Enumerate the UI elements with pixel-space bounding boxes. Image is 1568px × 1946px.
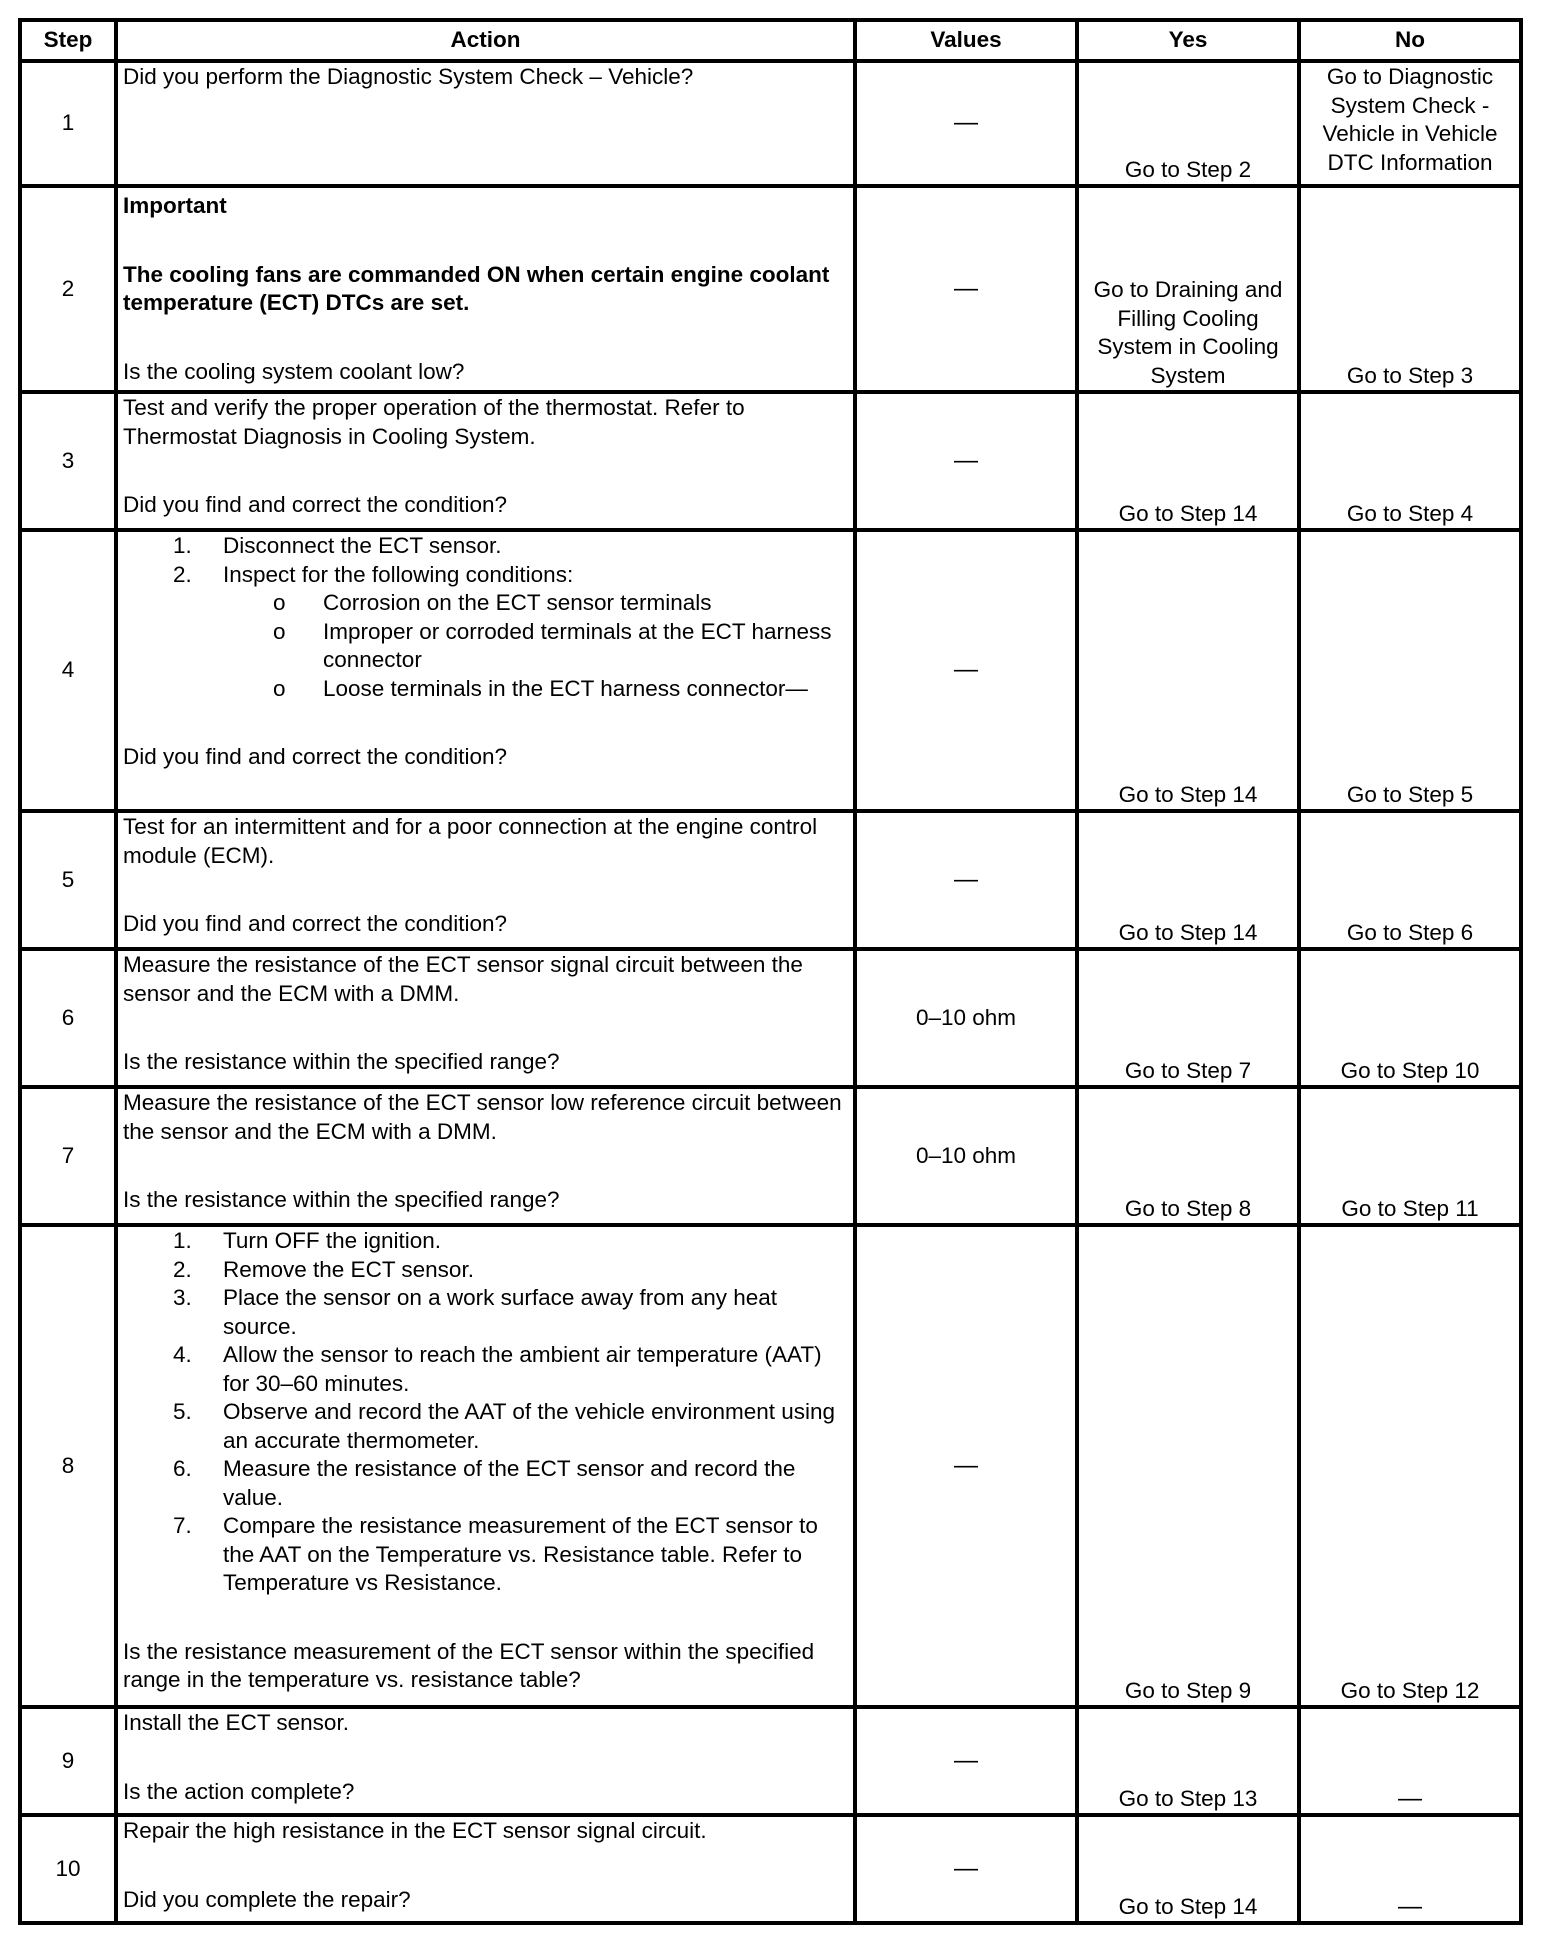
value-cell: —: [855, 392, 1077, 530]
list-item: 3. Place the sensor on a work surface away from any heat source.: [173, 1285, 778, 1339]
sub-list: [223, 589, 848, 703]
header-yes: Yes: [1077, 20, 1299, 61]
action-question: Did you complete the repair?: [123, 1886, 411, 1912]
step-number: 4: [20, 530, 116, 811]
action-cell: [116, 392, 855, 530]
step-number: 1: [20, 61, 116, 186]
table-row-step-3: [20, 392, 1521, 530]
header-action: Action: [116, 20, 855, 61]
list-item: 2. Remove the ECT sensor.: [173, 1256, 474, 1282]
action-cell: [116, 61, 855, 186]
diagnostic-table: [18, 18, 1523, 1925]
action-cell: [116, 1087, 855, 1225]
action-question: Did you find and correct the condition?: [123, 911, 507, 936]
action-cell: [116, 1707, 855, 1815]
no-cell: Go to Step 10: [1299, 949, 1521, 1087]
list-item-text: Observe and record the AAT of the vehicle environment using an accurate thermometer.: [223, 1399, 836, 1453]
list-item: 2. Inspect for the following conditions: o Corrosion on the ECT sensor terminals o Improper or corroded terminals at the ECT harness connector o Loose terminals in the ECT harness connector—: [123, 561, 848, 704]
header-no: No: [1299, 20, 1521, 61]
no-cell: Go to Step 12: [1299, 1225, 1521, 1707]
sub-list-item-text: Corrosion on the ECT sensor terminals: [323, 590, 712, 615]
step-number: 6: [20, 949, 116, 1087]
list-item-text: Disconnect the ECT sensor.: [223, 533, 502, 558]
list-item-text: Remove the ECT sensor.: [223, 1256, 474, 1282]
table-row-step-1: [20, 61, 1521, 186]
value-cell: —: [855, 1815, 1077, 1923]
no-cell: Go to Diagnostic System Check - Vehicle in Vehicle DTC Information: [1299, 61, 1521, 186]
value-cell: —: [855, 811, 1077, 949]
step-number: 10: [20, 1815, 116, 1923]
no-cell: —: [1299, 1815, 1521, 1923]
action-text: Measure the resistance of the ECT sensor low reference circuit between the sensor and the ECM with a DMM.: [123, 1090, 848, 1144]
sub-list-item-text: Loose terminals in the ECT harness connector—: [323, 675, 808, 701]
list-item-text: Compare the resistance measurement of the ECT sensor to the AAT on the Temperature vs. Resistance table. Refer to Temperature vs Resistance.: [223, 1513, 818, 1595]
value-cell: —: [855, 61, 1077, 186]
action-cell: [116, 1815, 855, 1923]
action-cell: [116, 186, 855, 392]
no-cell: Go to Step 5: [1299, 530, 1521, 811]
yes-cell: Go to Step 2: [1077, 61, 1299, 186]
yes-cell: Go to Step 14: [1077, 811, 1299, 949]
action-cell: [116, 949, 855, 1087]
yes-cell: Go to Step 9: [1077, 1225, 1299, 1707]
action-text: Repair the high resistance in the ECT sensor signal circuit.: [123, 1818, 707, 1843]
table-row-step-10: [20, 1815, 1521, 1923]
table-row-step-7: [20, 1087, 1521, 1225]
list-item: 1. Disconnect the ECT sensor.: [173, 533, 502, 558]
value-cell: 0–10 ohm: [855, 1087, 1077, 1225]
list-item-text: Allow the sensor to reach the ambient air temperature (AAT) for 30–60 minutes.: [223, 1342, 822, 1396]
list-item: 7. Compare the resistance measurement of the ECT sensor to the AAT on the Temperature vs. Resistance table. Refer to Temperature vs Resistance.: [173, 1513, 818, 1595]
step-list: [123, 532, 848, 703]
no-cell: —: [1299, 1707, 1521, 1815]
action-question: Is the resistance within the specified range?: [123, 1187, 560, 1212]
bullet-icon: o: [273, 675, 286, 701]
action-question: Is the resistance measurement of the ECT sensor within the specified range in the temperature vs. resistance table?: [123, 1638, 821, 1692]
table-row-step-8: [20, 1225, 1521, 1707]
yes-cell: Go to Step 14: [1077, 392, 1299, 530]
table-row-step-6: [20, 949, 1521, 1087]
table-row-step-9: [20, 1707, 1521, 1815]
value-cell: —: [855, 1225, 1077, 1707]
value-cell: —: [855, 530, 1077, 811]
action-text: Install the ECT sensor.: [123, 1710, 349, 1735]
value-cell: 0–10 ohm: [855, 949, 1077, 1087]
action-cell: [116, 811, 855, 949]
value-cell: —: [855, 186, 1077, 392]
list-item: 1. Turn OFF the ignition.: [173, 1228, 442, 1253]
yes-cell: Go to Step 13: [1077, 1707, 1299, 1815]
step-number: 2: [20, 186, 116, 392]
step-list: [123, 1227, 848, 1598]
step-number: 5: [20, 811, 116, 949]
important-note: The cooling fans are commanded ON when certain engine coolant temperature (ECT) DTCs are set.: [123, 261, 836, 315]
action-cell: [116, 1225, 855, 1707]
table-row-step-2: [20, 186, 1521, 392]
yes-cell: Go to Step 14: [1077, 1815, 1299, 1923]
action-question: Is the cooling system coolant low?: [123, 358, 465, 384]
list-item: 4. Allow the sensor to reach the ambient air temperature (AAT) for 30–60 minutes.: [173, 1342, 822, 1396]
table-row-step-5: [20, 811, 1521, 949]
action-question: Is the action complete?: [123, 1778, 355, 1804]
sub-list-item: [223, 618, 848, 675]
action-text: Test for an intermittent and for a poor connection at the engine control module (ECM).: [123, 814, 824, 868]
no-cell: Go to Step 6: [1299, 811, 1521, 949]
sub-list-item: [223, 589, 848, 618]
action-cell: [116, 530, 855, 811]
sub-list-item-text: Improper or corroded terminals at the ECT harness connector: [323, 618, 832, 672]
yes-cell: Go to Draining and Filling Cooling System in Cooling System: [1077, 186, 1299, 392]
bullet-icon: o: [273, 590, 286, 615]
step-number: 8: [20, 1225, 116, 1707]
action-text: Test and verify the proper operation of the thermostat. Refer to Thermostat Diagnosis in Cooling System.: [123, 395, 751, 449]
step-number: 9: [20, 1707, 116, 1815]
no-cell: Go to Step 3: [1299, 186, 1521, 392]
yes-cell: Go to Step 7: [1077, 949, 1299, 1087]
list-item: 5. Observe and record the AAT of the vehicle environment using an accurate thermometer.: [173, 1399, 836, 1453]
action-question: Is the resistance within the specified range?: [123, 1049, 560, 1074]
bullet-icon: o: [273, 618, 286, 644]
list-item: 6. Measure the resistance of the ECT sensor and record the value.: [173, 1456, 796, 1510]
action-text: Measure the resistance of the ECT sensor signal circuit between the sensor and the ECM with a DMM.: [123, 952, 810, 1006]
list-item-text: Place the sensor on a work surface away from any heat source.: [223, 1285, 778, 1339]
yes-cell: Go to Step 8: [1077, 1087, 1299, 1225]
step-number: 3: [20, 392, 116, 530]
yes-cell: Go to Step 14: [1077, 530, 1299, 811]
list-item-text: Inspect for the following conditions:: [223, 561, 574, 587]
action-question: Did you find and correct the condition?: [123, 744, 507, 769]
sub-list-item: [223, 675, 848, 704]
action-question: Did you perform the Diagnostic System Check – Vehicle?: [123, 64, 694, 89]
action-question: Did you find and correct the condition?: [123, 492, 507, 517]
step-number: 7: [20, 1087, 116, 1225]
header-step: Step: [20, 20, 116, 61]
header-values: Values: [855, 20, 1077, 61]
list-item-text: Turn OFF the ignition.: [223, 1228, 442, 1253]
no-cell: Go to Step 4: [1299, 392, 1521, 530]
no-cell: Go to Step 11: [1299, 1087, 1521, 1225]
table-row-step-4: [20, 530, 1521, 811]
value-cell: —: [855, 1707, 1077, 1815]
important-heading: Important: [123, 193, 227, 218]
list-item-text: Measure the resistance of the ECT sensor and record the value.: [223, 1456, 796, 1510]
header-row: [20, 20, 1521, 61]
